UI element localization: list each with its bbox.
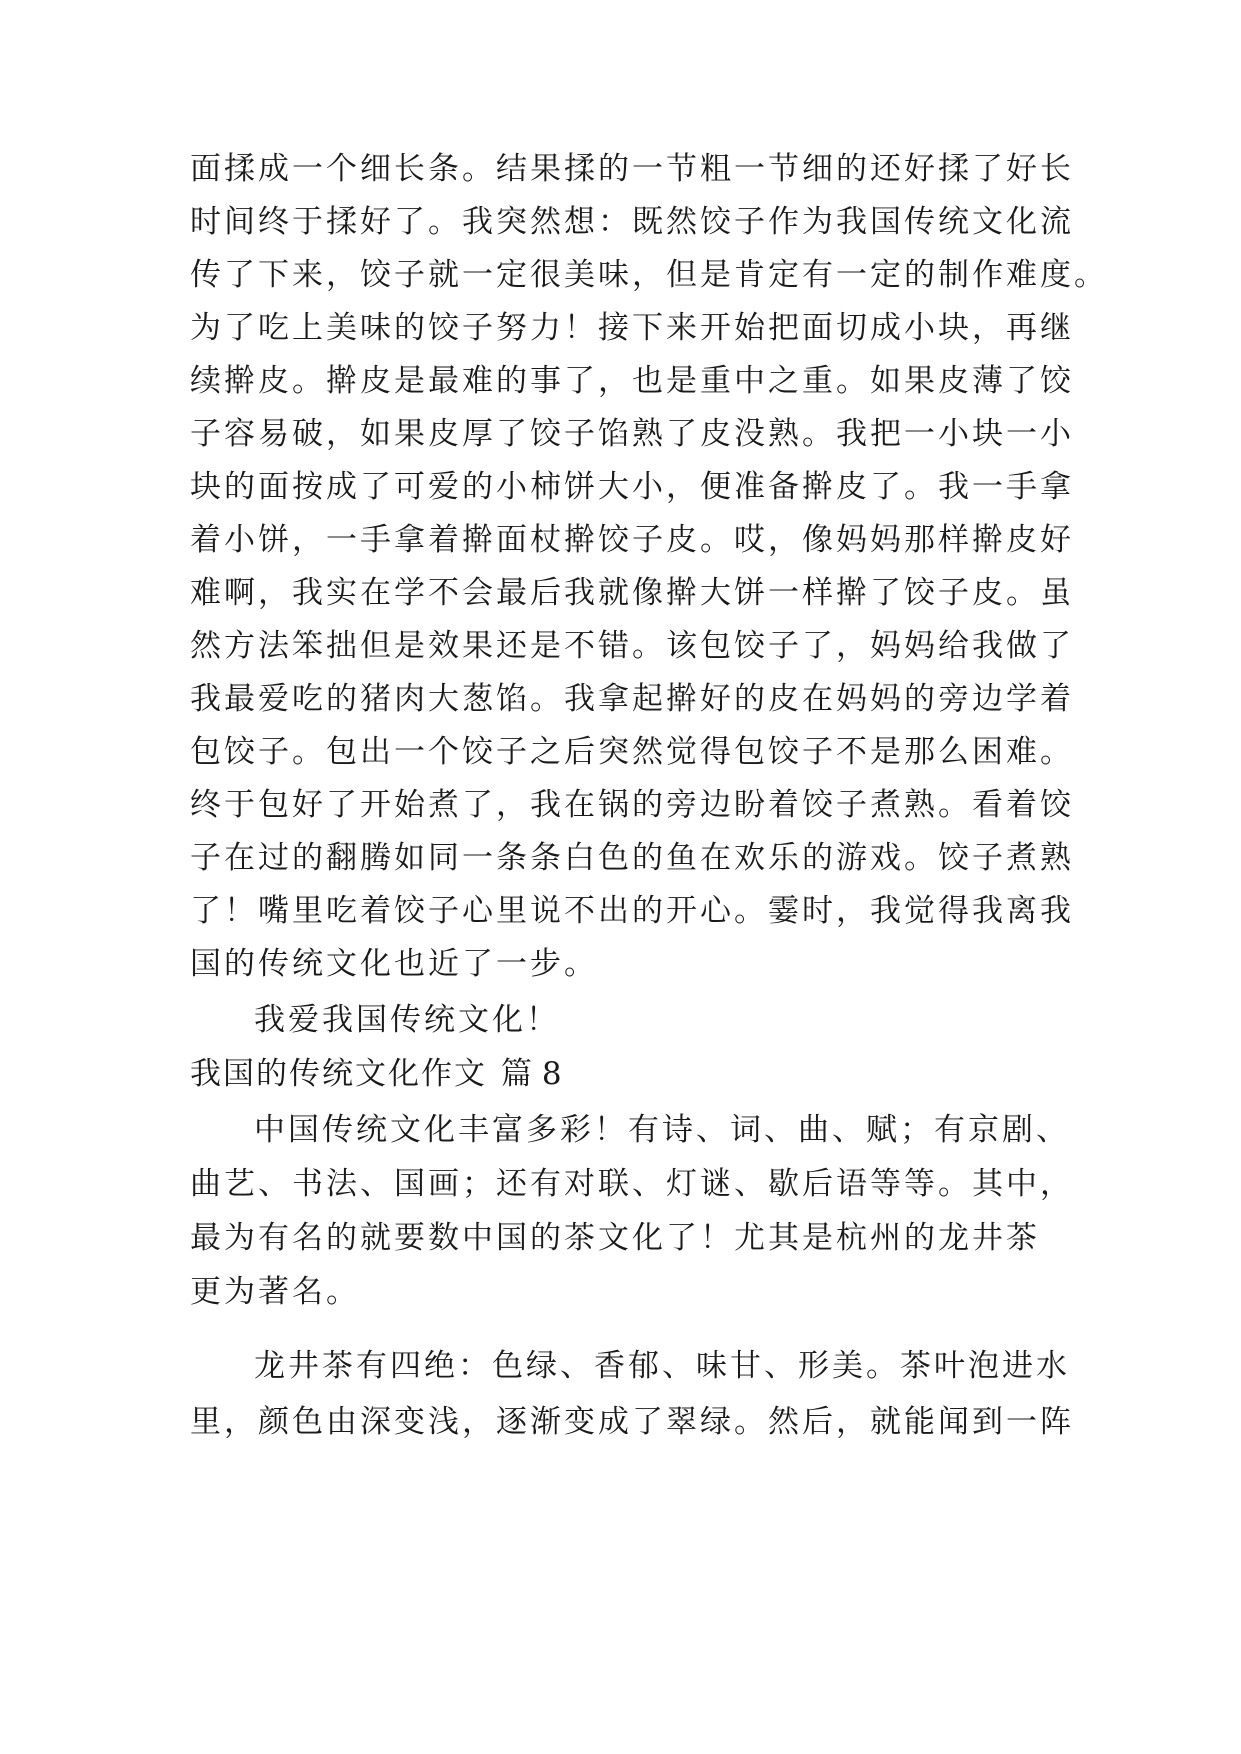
paragraph-line: 国的传统文化也近了一步。 xyxy=(190,946,598,982)
paragraph-line: 更为著名。 xyxy=(190,1274,360,1310)
paragraph-line: 着小饼，一手拿着擀面杖擀饺子皮。哎，像妈妈那样擀皮好 xyxy=(190,522,1074,558)
paragraph-line: 子容易破，如果皮厚了饺子馅熟了皮没熟。我把一小块一小 xyxy=(190,416,1074,452)
paragraph-line: 终于包好了开始煮了，我在锅的旁边盼着饺子煮熟。看着饺 xyxy=(190,787,1074,823)
paragraph-line: 最为有名的就要数中国的茶文化了！尤其是杭州的龙井茶 xyxy=(190,1220,1040,1256)
closing-line: 我爱我国传统文化！ xyxy=(254,1002,560,1038)
section-number: 篇 8 xyxy=(501,1056,562,1092)
paragraph-line: 续擀皮。擀皮是最难的事了，也是重中之重。如果皮薄了饺 xyxy=(190,363,1074,399)
paragraph-line: 我最爱吃的猪肉大葱馅。我拿起擀好的皮在妈妈的旁边学着 xyxy=(190,681,1074,717)
paragraph-line: 传了下来，饺子就一定很美味，但是肯定有一定的制作难度。 xyxy=(190,257,1108,293)
paragraph-line: 块的面按成了可爱的小柿饼大小，便准备擀皮了。我一手拿 xyxy=(190,469,1074,505)
paragraph-line: 了！嘴里吃着饺子心里说不出的开心。霎时，我觉得我离我 xyxy=(190,893,1074,929)
paragraph-line: 龙井茶有四绝：色绿、香郁、味甘、形美。茶叶泡进水 xyxy=(254,1348,1070,1384)
paragraph-line: 然方法笨拙但是效果还是不错。该包饺子了，妈妈给我做了 xyxy=(190,628,1074,664)
paragraph-line: 难啊，我实在学不会最后我就像擀大饼一样擀了饺子皮。虽 xyxy=(190,575,1074,611)
paragraph-line: 曲艺、书法、国画；还有对联、灯谜、歇后语等等。其中， xyxy=(190,1166,1074,1202)
paragraph-line: 时间终于揉好了。我突然想：既然饺子作为我国传统文化流 xyxy=(190,204,1074,240)
paragraph-line: 为了吃上美味的饺子努力！接下来开始把面切成小块，再继 xyxy=(190,310,1074,346)
paragraph-line: 里，颜色由深变浅，逐渐变成了翠绿。然后，就能闻到一阵 xyxy=(190,1404,1074,1440)
section-heading xyxy=(190,1054,562,1094)
paragraph-line: 子在过的翻腾如同一条条白色的鱼在欢乐的游戏。饺子煮熟 xyxy=(190,840,1074,876)
paragraph-line: 面揉成一个细长条。结果揉的一节粗一节细的还好揉了好长 xyxy=(190,151,1074,187)
paragraph-line: 包饺子。包出一个饺子之后突然觉得包饺子不是那么困难。 xyxy=(190,734,1074,770)
section-title: 我国的传统文化作文 xyxy=(190,1056,487,1092)
paragraph-line: 中国传统文化丰富多彩！有诗、词、曲、赋；有京剧、 xyxy=(254,1112,1070,1148)
